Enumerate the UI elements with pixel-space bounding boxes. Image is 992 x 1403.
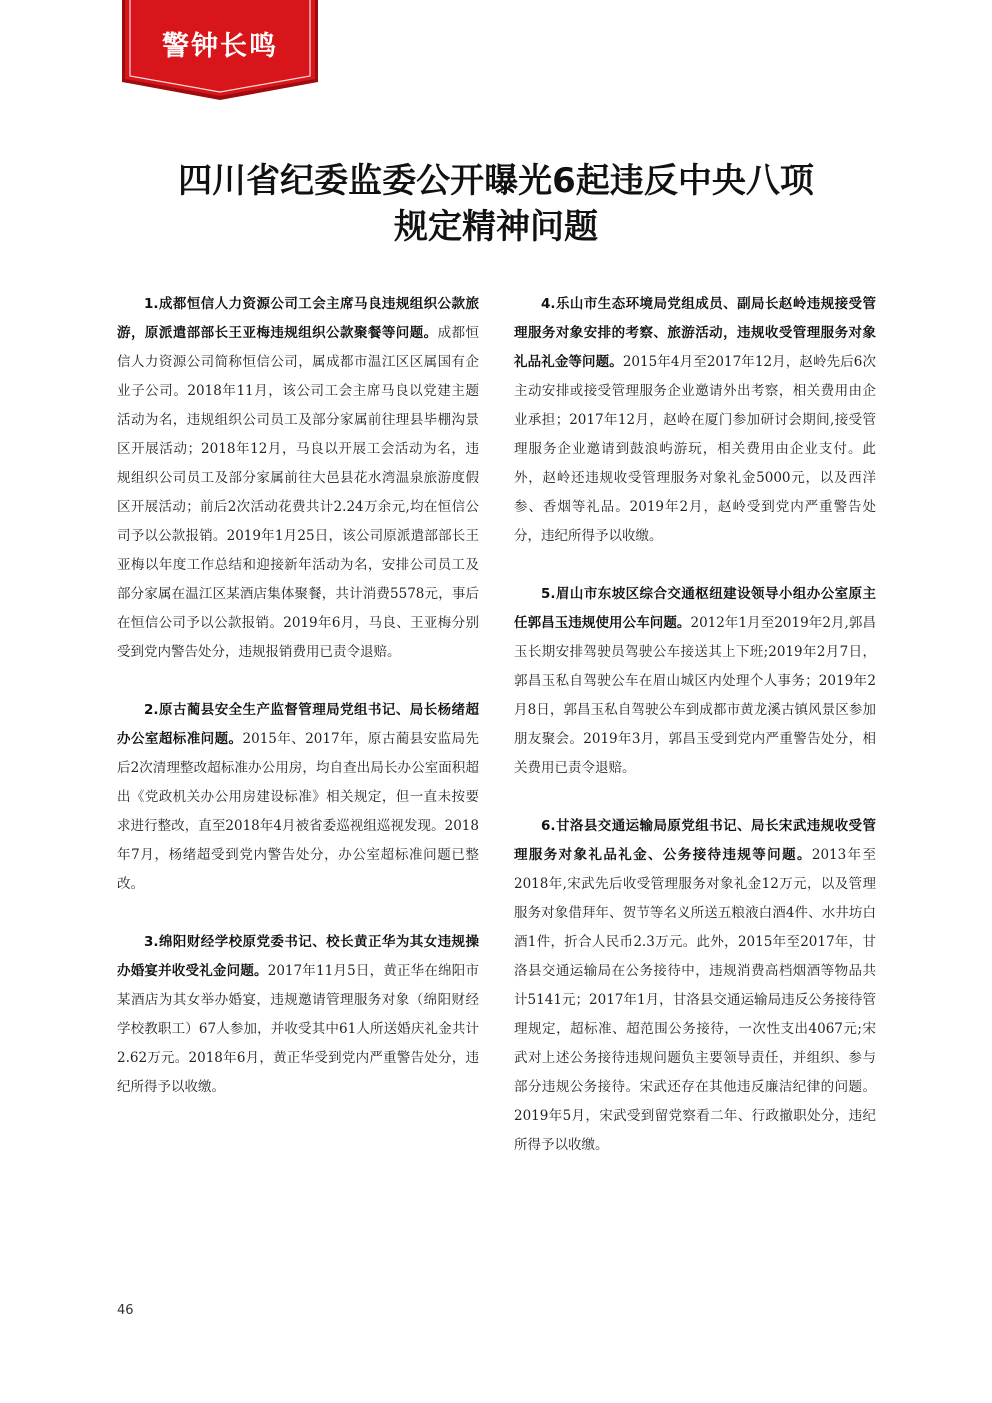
article-item-2 [117, 696, 479, 899]
right-column [514, 290, 876, 1189]
item-heading: 1.成都恒信人力资源公司工会主席马良违规组织公款旅游，原派遣部部长王亚梅违规组织公款聚餐等问题。 [117, 296, 479, 341]
left-column [117, 290, 479, 1131]
article-item-6 [514, 812, 876, 1160]
item-heading: 4.乐山市生态环境局党组成员、副局长赵岭违规接受管理服务对象安排的考察、旅游活动，违规收受管理服务对象礼品礼金等问题。 [514, 296, 876, 370]
item-heading: 6.甘洛县交通运输局原党组书记、局长宋武违规收受管理服务对象礼品礼金、公务接待违规等问题。 [514, 818, 876, 863]
title-line-2: 规定精神问题 [394, 207, 598, 247]
page-title [0, 158, 992, 250]
item-heading: 5.眉山市东坡区综合交通枢纽建设领导小组办公室原主任郭昌玉违规使用公车问题。 [514, 586, 876, 631]
page-number: 46 [117, 1303, 134, 1318]
section-banner [122, 0, 318, 100]
item-heading: 2.原古蔺县安全生产监督管理局党组书记、局长杨绪超办公室超标准问题。 [117, 702, 479, 747]
article-item-5 [514, 580, 876, 783]
item-body: 2013年至2018年,宋武先后收受管理服务对象礼金12万元，以及管理服务对象借拜年、贺节等名义所送五粮液白酒4件、水井坊白酒1件，折合人民币2.3万元。此外，2015年至2017年，甘洛县交通运输局在公务接待中，违规消费高档烟酒等物品共计5141元；2017年1月，甘洛县交通运输局违反公务接待管理规定，超标准、超范围公务接待，一次性支出4067元;宋武对上述公务接待违规问题负主要领导责任，并组织、参与部分违规公务接待。宋武还存在其他违反廉洁纪律的问题。2019年5月，宋武受到留党察看二年、行政撤职处分，违纪所得予以收缴。 [514, 847, 877, 1153]
section-label: 警钟长鸣 [162, 31, 278, 62]
item-body: 2017年11月5日，黄正华在绵阳市某酒店为其女举办婚宴，违规邀请管理服务对象（绵阳财经学校教职工）67人参加，并收受其中61人所送婚庆礼金共计2.62万元。2018年6月，黄正华受到党内严重警告处分，违纪所得予以收缴。 [117, 963, 479, 1095]
article-item-4 [514, 290, 876, 551]
item-body: 2012年1月至2019年2月,郭昌玉长期安排驾驶员驾驶公车接送其上下班;2019年2月7日，郭昌玉私自驾驶公车在眉山城区内处理个人事务；2019年2月8日，郭昌玉私自驾驶公车到成都市黄龙溪古镇风景区参加朋友聚会。2019年3月，郭昌玉受到党内严重警告处分，相关费用已责令退赔。 [514, 615, 876, 776]
article-item-1 [117, 290, 479, 667]
article-item-3 [117, 928, 479, 1102]
item-body: 成都恒信人力资源公司简称恒信公司，属成都市温江区区属国有企业子公司。2018年11月，该公司工会主席马良以党建主题活动为名，违规组织公司员工及部分家属前往理县毕棚沟景区开展活动；2018年12月，马良以开展工会活动为名，违规组织公司员工及部分家属前往大邑县花水湾温泉旅游度假区开展活动；前后2次活动花费共计2.24万余元,均在恒信公司予以公款报销。2019年1月25日，该公司原派遣部部长王亚梅以年度工作总结和迎接新年活动为名，安排公司员工及部分家属在温江区某酒店集体聚餐，共计消费5578元，事后在恒信公司予以公款报销。2019年6月，马良、王亚梅分别受到党内警告处分，违规报销费用已责令退赔。 [117, 325, 480, 660]
title-line-1: 四川省纪委监委公开曝光6起违反中央八项 [178, 161, 814, 201]
item-body: 2015年4月至2017年12月，赵岭先后6次主动安排或接受管理服务企业邀请外出考察，相关费用由企业承担；2017年12月，赵岭在厦门参加研讨会期间,接受管理服务企业邀请到鼓浪屿游玩，相关费用由企业支付。此外，赵岭还违规收受管理服务对象礼金5000元，以及西洋参、香烟等礼品。2019年2月，赵岭受到党内严重警告处分，违纪所得予以收缴。 [514, 354, 876, 544]
item-body: 2015年、2017年，原古蔺县安监局先后2次清理整改超标准办公用房，均自查出局长办公室面积超出《党政机关办公用房建设标准》相关规定，但一直未按要求进行整改，直至2018年4月被省委巡视组巡视发现。2018年7月，杨绪超受到党内警告处分，办公室超标准问题已整改。 [117, 731, 480, 892]
item-heading: 3.绵阳财经学校原党委书记、校长黄正华为其女违规操办婚宴并收受礼金问题。 [117, 934, 479, 979]
